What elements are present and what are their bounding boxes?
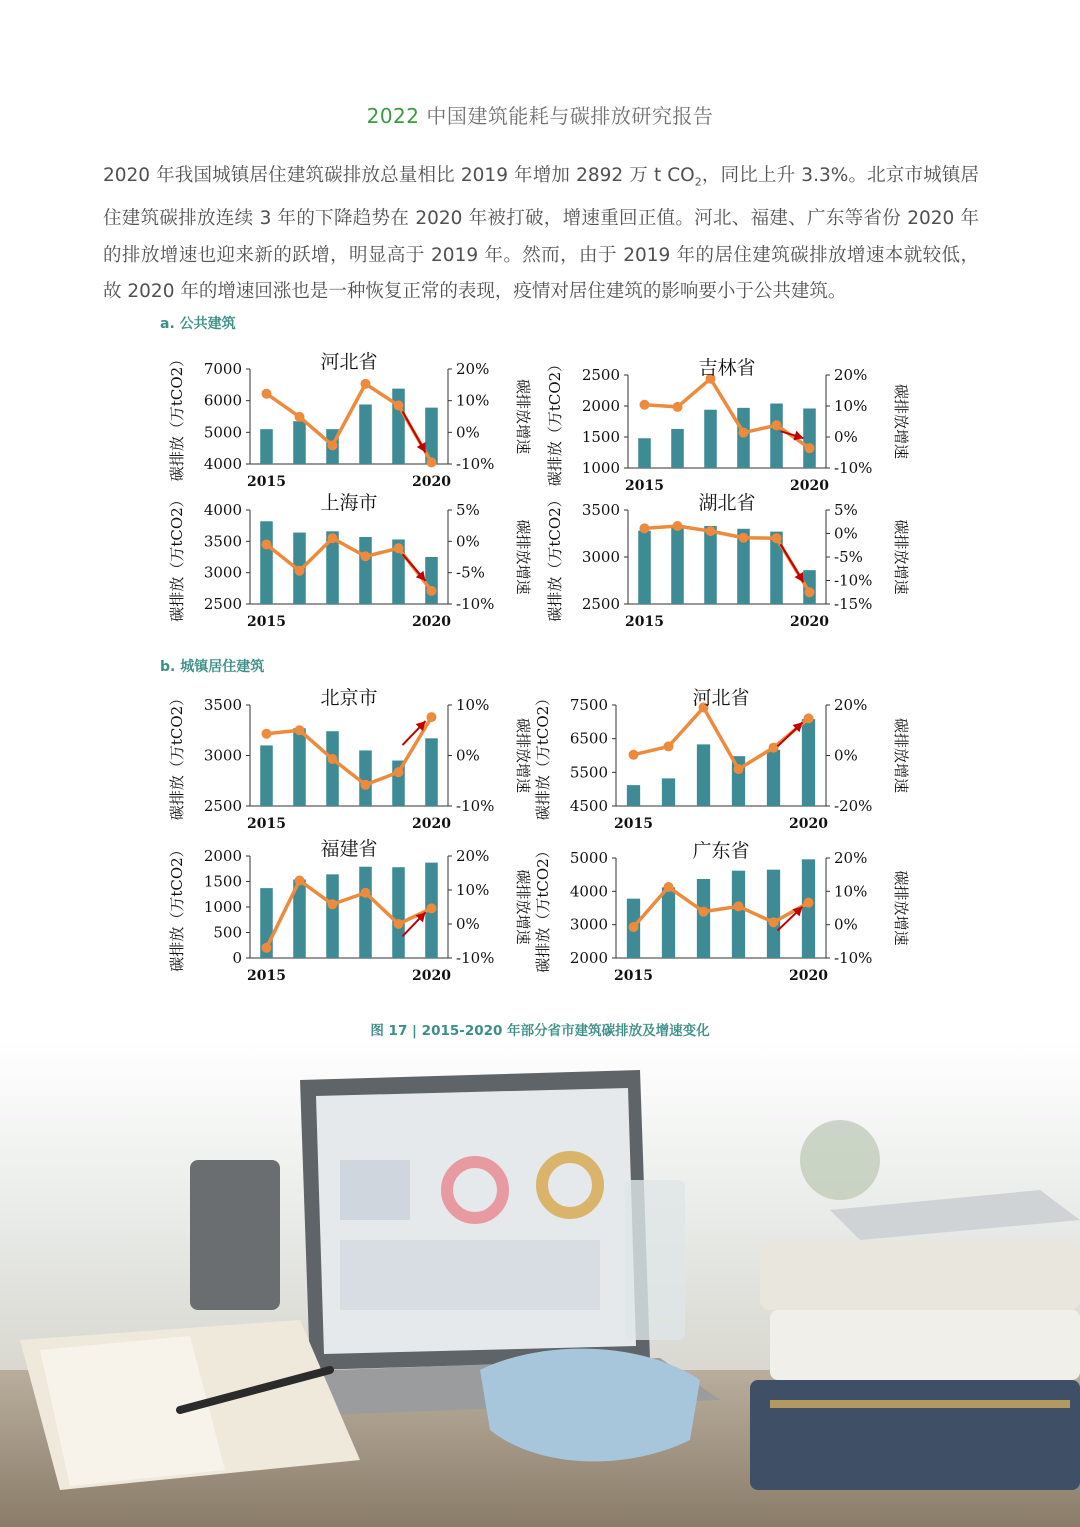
growth-point [361,780,371,790]
growth-point [394,767,404,777]
growth-point [427,457,437,467]
y2-tick-label: -5% [456,563,485,582]
growth-point [328,533,338,543]
y2-axis-label: 碳排放增速 [514,519,532,595]
bar [732,871,745,958]
growth-point [734,901,744,911]
growth-point [427,712,437,722]
bar [425,738,438,806]
chart-title: 广东省 [692,840,750,862]
chart-panel-3 [168,492,532,630]
y-tick-label: 7000 [203,360,242,378]
growth-point [328,899,338,909]
chart-panel-4 [546,492,910,630]
growth-line [267,538,432,591]
y2-tick-label: 5% [456,501,480,519]
bar [627,785,640,806]
y-tick-label: 3000 [569,915,608,934]
y-tick-label: 3500 [203,696,242,714]
growth-point [427,586,437,596]
x-tick-label: 2015 [247,968,286,984]
bar [260,745,273,806]
y-tick-label: 500 [213,923,242,942]
growth-point [262,539,272,549]
y2-tick-label: 0% [456,423,480,442]
y2-axis-label: 碳排放增速 [514,869,532,945]
header-title: 中国建筑能耗与碳排放研究报告 [426,104,714,128]
growth-point [328,754,338,764]
y-axis-label: 碳排放（万tCO2） [168,690,186,821]
y2-axis-label: 碳排放增速 [892,383,910,460]
y2-tick-label: -10% [456,949,495,967]
growth-point [739,533,749,543]
bar [638,438,651,468]
y2-tick-label: 20% [456,360,490,378]
growth-line [267,384,432,463]
growth-point [394,543,404,553]
y2-axis-label: 碳排放增速 [892,870,910,946]
chart-panel-1 [168,351,532,490]
y2-axis-label: 碳排放增速 [892,717,910,794]
growth-point [262,729,272,739]
y2-tick-label: 0% [834,524,858,543]
paragraph-text-2: ，同比上升 3.3%。北京市城镇居住建筑碳排放连续 3 年的下降趋势在 2020 年被打破，增速重回正值。河北、福建、广东等省份 2020 年的排放增速也迎来新的跃增，明显高于 2019 年。然而，由于 2019 年的居住建筑碳排放增速本就较低，故 2020 年的增速回涨也是一种恢复正常的表现，疫情对居住建筑的影响要小于公共建筑。 [103,165,979,303]
y-tick-label: 3500 [203,532,242,551]
trend-arrow-icon [403,411,426,452]
bar [803,408,816,468]
growth-point [361,888,371,898]
bar [770,404,783,468]
growth-point [772,533,782,543]
chart-panel-6 [534,687,910,832]
growth-point [262,943,272,953]
y2-tick-label: 20% [834,696,868,714]
x-tick-label: 2015 [625,478,664,494]
bar [359,867,372,958]
trend-arrow-icon [781,431,804,441]
growth-point [804,898,814,908]
growth-line [634,708,809,770]
chart-panel-8 [534,840,910,984]
y-tick-label: 6500 [569,729,608,748]
x-tick-label: 2015 [247,474,286,490]
bar [260,521,273,604]
y-axis-label: 碳排放（万tCO2） [546,356,564,487]
y-axis-label: 碳排放（万tCO2） [168,492,186,622]
y2-tick-label: -10% [456,595,495,613]
y-axis-label: 碳排放（万tCO2） [534,690,552,821]
y2-tick-label: -20% [834,797,873,815]
header-year: 2022 [366,104,420,128]
bar [737,408,750,468]
x-tick-label: 2015 [247,816,286,832]
growth-point [328,440,338,450]
growth-point [427,903,437,913]
growth-point [629,750,639,760]
pencil-cup-icon [190,1160,280,1310]
y-tick-label: 2500 [581,366,620,384]
bar [359,404,372,464]
growth-point [394,400,404,410]
growth-line [645,379,810,448]
growth-point [640,523,650,533]
bar [425,557,438,604]
growth-point [394,919,404,929]
bar [704,526,717,604]
trend-arrow-icon [778,722,803,746]
bar [293,421,306,464]
trend-arrow-icon [403,554,426,581]
growth-point [673,402,683,412]
growth-line [645,526,810,592]
y-tick-label: 2000 [203,847,242,865]
y-tick-label: 2500 [203,797,242,815]
y2-axis-label: 碳排放增速 [514,717,532,794]
y-axis-label: 碳排放（万tCO2） [546,492,564,622]
y2-tick-label: 20% [456,847,490,865]
y2-tick-label: -10% [834,949,873,967]
y-axis-label: 碳排放（万tCO2） [168,351,186,482]
chart-title: 吉林省 [698,357,756,379]
trend-arrow-icon [781,544,804,582]
x-tick-label: 2020 [412,816,451,832]
y-tick-label: 5000 [203,423,242,442]
growth-point [664,882,674,892]
chart-title: 上海市 [320,492,378,514]
y2-tick-label: 0% [456,915,480,933]
growth-point [640,400,650,410]
y2-tick-label: 0% [456,746,480,765]
y2-tick-label: -10% [834,571,873,590]
growth-point [361,379,371,389]
growth-line [634,887,809,927]
bar [326,731,339,806]
paragraph-text-1: 2020 年我国城镇居住建筑碳排放总量相比 2019 年增加 2892 万 t CO [103,165,695,186]
y-tick-label: 3000 [203,746,242,765]
growth-point [295,566,305,576]
growth-point [734,764,744,774]
growth-point [769,743,779,753]
y2-tick-label: 0% [834,428,858,446]
y2-tick-label: 10% [834,882,868,901]
bar [260,429,273,464]
y-tick-label: 7500 [569,696,608,714]
y-tick-label: 2000 [581,397,620,415]
y2-tick-label: 0% [834,915,858,934]
x-tick-label: 2020 [789,968,828,984]
y-axis-label: 碳排放（万tCO2） [534,843,552,973]
growth-point [361,551,371,561]
chart-panel-2 [546,357,910,494]
y-tick-label: 4500 [569,797,608,815]
y2-tick-label: 5% [834,501,858,519]
growth-point [295,725,305,735]
bar [671,429,684,468]
bar [392,389,405,464]
y2-tick-label: -10% [456,455,495,473]
growth-line [267,717,432,785]
y-tick-label: 3500 [581,501,620,519]
x-tick-label: 2015 [625,614,664,630]
bar [697,879,710,958]
y-tick-label: 5000 [569,849,608,867]
y2-axis-label: 碳排放增速 [514,378,532,455]
growth-point [295,875,305,885]
y-tick-label: 3000 [581,548,620,566]
plant-icon [800,1120,880,1200]
growth-point [804,713,814,723]
y-tick-label: 6000 [203,391,242,410]
glass-icon [625,1180,685,1340]
y-tick-label: 2500 [581,595,620,613]
x-tick-label: 2020 [790,614,829,630]
y2-tick-label: 0% [834,746,858,765]
growth-point [262,389,272,399]
x-tick-label: 2020 [412,968,451,984]
chart-panel-7 [168,838,532,984]
y2-tick-label: 20% [834,366,868,384]
bar [802,719,815,806]
y2-tick-label: 10% [456,696,490,714]
y-tick-label: 5500 [569,763,608,782]
growth-point [769,917,779,927]
x-tick-label: 2015 [614,968,653,984]
bar [704,410,717,468]
bar [662,778,675,806]
growth-point [664,741,674,751]
y2-tick-label: -15% [834,595,873,613]
book-stack-icon [760,1240,1080,1310]
growth-line [267,880,432,947]
growth-point [805,587,815,597]
x-tick-label: 2015 [247,614,286,630]
y-tick-label: 1000 [203,898,242,916]
y-tick-label: 1500 [203,872,242,891]
y-tick-label: 2000 [569,949,608,967]
growth-point [673,521,683,531]
desk-photo-illustration [0,1040,1080,1527]
growth-point [295,412,305,422]
y-tick-label: 3000 [203,563,242,582]
y2-tick-label: 10% [456,391,490,410]
x-tick-label: 2020 [412,614,451,630]
figure-caption: 图 17 | 2015-2020 年部分省市建筑碳排放及增速变化 [370,1023,710,1039]
chart-title: 河北省 [692,687,750,709]
x-tick-label: 2020 [412,474,451,490]
growth-point [706,526,716,536]
section-a-label: a. 公共建筑 [160,316,236,332]
y-tick-label: 2500 [203,595,242,613]
bar [767,750,780,806]
y2-tick-label: -10% [834,459,873,477]
paragraph-subscript: 2 [694,175,702,189]
bar [697,744,710,806]
arrow-head [793,431,803,441]
chart-title: 湖北省 [698,492,756,514]
growth-point [629,922,639,932]
y-tick-label: 4000 [203,501,242,519]
growth-point [739,428,749,438]
chart-panel-5 [168,687,532,832]
y-tick-label: 1500 [581,428,620,446]
y-tick-label: 4000 [203,455,242,473]
y-tick-label: 0 [232,949,242,967]
y2-tick-label: 10% [834,397,868,415]
bar [662,887,675,958]
bar [293,728,306,806]
bar [359,537,372,604]
bar [767,870,780,958]
chart-title: 河北省 [320,351,378,373]
bar [671,525,684,604]
growth-point [772,420,782,430]
chart-title: 北京市 [320,687,378,709]
chart-title: 福建省 [320,838,378,860]
bar [359,750,372,806]
y2-axis-label: 碳排放增速 [892,519,910,595]
y2-tick-label: 20% [834,849,868,867]
y-axis-label: 碳排放（万tCO2） [168,842,186,972]
bar [638,531,651,604]
growth-point [805,443,815,453]
section-b-label: b. 城镇居住建筑 [160,659,265,675]
bar [392,867,405,958]
x-tick-label: 2020 [789,816,828,832]
x-tick-label: 2015 [614,816,653,832]
y2-tick-label: 0% [456,532,480,551]
y2-tick-label: -10% [456,797,495,815]
y-tick-label: 1000 [581,459,620,477]
bar [326,874,339,958]
y-tick-label: 4000 [569,882,608,901]
growth-point [699,907,709,917]
x-tick-label: 2020 [790,478,829,494]
y2-tick-label: -5% [834,548,863,566]
y2-tick-label: 10% [456,881,490,899]
bar [802,859,815,958]
